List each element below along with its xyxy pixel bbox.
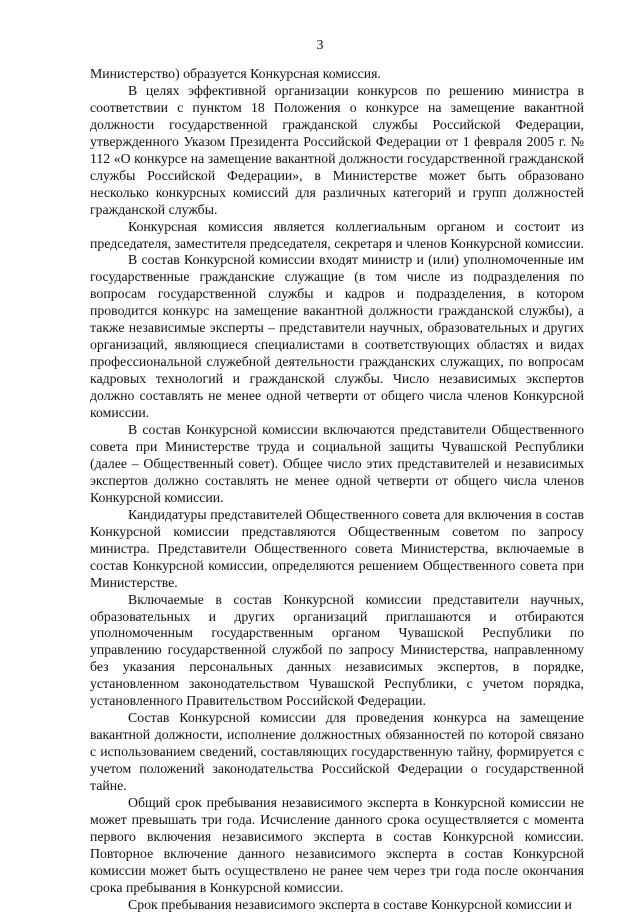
paragraph-expert-term-continued: Срок пребывания независимого эксперта в составе Конкурсной комиссии и xyxy=(128,896,572,912)
page-number: 3 xyxy=(316,38,324,53)
paragraph-multiple-commissions: В целях эффективной организации конкурсов по решению министра в соответствии с пунктом 18 Положения о конкурсе на замещение вакантной должности государственной гражданской службы Российской Федерации, утвержденного Указом Президента Российской Федерации от 1 февраля 2005 г. № 112 «О конкурсе на замещение вакантной должности государственной гражданской службы Российской Федерации», в Министерстве может быть образовано несколько конкурсных комиссий для различных категорий и групп должностей гражданской службы. xyxy=(90,82,584,217)
paragraph-commission-composition: Конкурсная комиссия является коллегиальным органом и состоит из председателя, заместителя председателя, секретаря и членов Конкурсной комиссии. xyxy=(90,218,584,251)
paragraph-public-council-candidates: Кандидатуры представителей Общественного совета для включения в состав Конкурсной комиссии представляются Общественным советом по запросу министра. Представители Общественного совета Министерства, включаемые в состав Конкурсной комиссии, определяются решением Общественного совета при Министерстве. xyxy=(90,506,584,590)
paragraph-public-council-representatives: В состав Конкурсной комиссии включаются представители Общественного совета при Министерстве труда и социальной защиты Чувашской Республики (далее – Общественный совет). Общее число этих представителей и независимых экспертов должно составлять не менее одной четверти от общего числа членов Конкурсной комиссии. xyxy=(90,422,584,505)
paragraph-commission-members: В состав Конкурсной комиссии входят министр и (или) уполномоченные им государственные гражданские служащие (в том числе из подразделения по вопросам государственной службы и кадров и подразделения, в котором проводится конкурс на замещение вакантной должности гражданской службы), а также независимые эксперты – представители научных, образовательных и других организаций, являющиеся специалистами в соответствующих областях и видах профессиональной служебной деятельности гражданских служащих, по вопросам кадровых технологий и гражданской службы. Число независимых экспертов должно составлять не менее одной четверти от общего числа членов Конкурсной комиссии. xyxy=(90,252,584,421)
paragraph-state-secret: Состав Конкурсной комиссии для проведения конкурса на замещение вакантной должности, исполнение должностных обязанностей по которой связано с использованием сведений, составляющих государственную тайну, формируется с учетом положений законодательства Российской Федерации о государственной тайне. xyxy=(90,710,584,794)
paragraph-continuation: Министерство) образуется Конкурсная комиссия. xyxy=(90,66,381,81)
paragraph-independent-experts-selection: Включаемые в состав Конкурсной комиссии представители научных, образовательных и других организаций приглашаются и отбираются уполномоченным государственным органом Чувашской Республики по управлению государственной службой по запросу Министерства, направленному без указания персональных данных независимых экспертов, в порядке, установленном законодательством Чувашской Республики, с учетом порядка, установленного Правительством Российской Федерации. xyxy=(90,591,584,709)
document-body xyxy=(90,66,584,914)
paragraph-expert-term: Общий срок пребывания независимого эксперта в Конкурсной комиссии не может превышать три года. Исчисление данного срока осуществляется с момента первого включения независимого эксперта в состав Конкурсной комиссии. Повторное включение данного независимого эксперта в состав Конкурсной комиссии может быть осуществлено не ранее чем через три года после окончания срока пребывания в Конкурсной комиссии. xyxy=(90,794,584,895)
